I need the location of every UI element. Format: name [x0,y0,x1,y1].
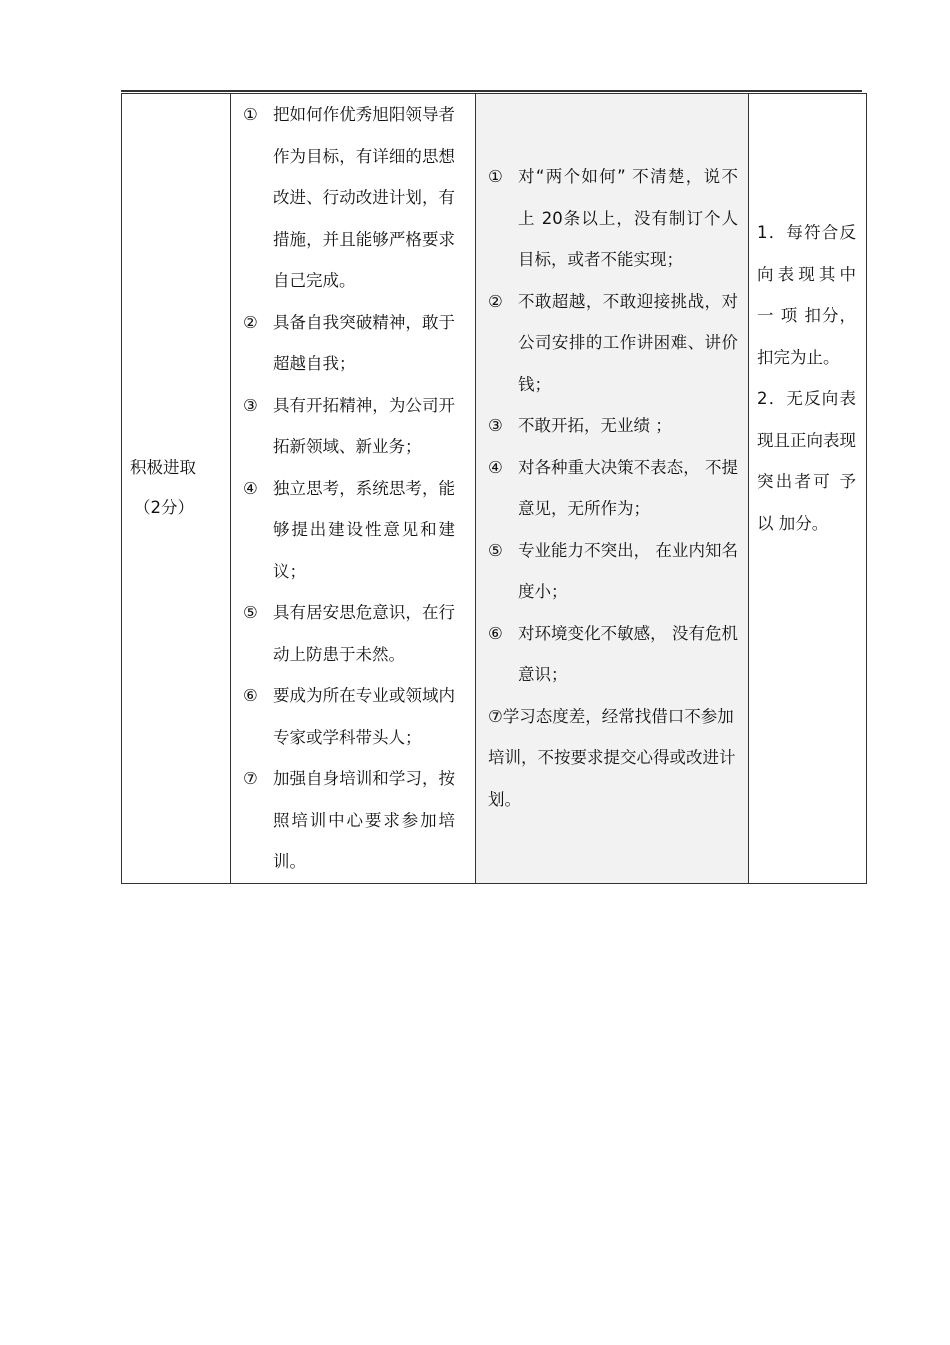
item-marker: ① [488,167,503,187]
scoring-rule-cell [749,94,867,884]
list-item [488,530,738,613]
list-item [488,281,738,406]
item-text: 对“两个如何” 不清楚，说不上 20条以上，没有制订个人目标，或者不能实现； [518,167,738,270]
positive-behavior-cell [231,94,476,884]
item-text: 把如何作优秀旭阳领导者作为目标，有详细的思想改进、行动改进计划，有措施，并且能够严格要求自己完成。 [273,105,455,290]
negative-behavior-cell [476,94,749,884]
item-marker: ③ [243,395,258,415]
negative-behavior-list [488,156,738,696]
item-marker: ⑤ [243,603,258,622]
list-item [488,405,738,447]
scoring-rule-2: 2．无反向表现且正向表现突出者可 予 以 加分。 [757,389,856,533]
item-marker: ④ [488,457,503,477]
list-item [488,613,738,696]
item-text: 对各种重大决策不表态， 不提意见，无所作为； [518,457,738,519]
list-item [243,385,455,468]
item-text: 不敢超越，不敢迎接挑战，对公司安排的工作讲困难、讲价钱； [518,291,738,394]
item-marker: ① [243,105,258,124]
evaluation-table [121,93,867,884]
item-text: 具有开拓精神，为公司开拓新领域、新业务； [273,395,455,456]
category-cell [122,94,231,884]
item-marker: ② [243,312,258,332]
item-marker: ② [488,291,503,311]
positive-behavior-list [243,94,455,883]
list-item [488,156,738,281]
negative-item-7: ⑦学习态度差，经常找借口不参加培训，不按要求提交心得或改进计划。 [488,706,736,809]
list-item [243,94,455,302]
category-score: （2分） [134,498,194,518]
list-item [488,447,738,530]
item-text: 独立思考，系统思考，能够提出建设性意见和建议； [273,478,455,581]
item-text: 具备自我突破精神，敢于超越自我； [273,312,455,373]
item-marker: ⑥ [488,623,503,643]
item-marker: ⑥ [243,686,258,705]
list-item [243,302,455,385]
list-item [243,592,455,675]
item-marker: ⑦ [243,769,258,788]
list-item [243,468,455,593]
item-text: 加强自身培训和学习，按照培训中心要求参加培训。 [273,769,455,871]
item-text: 对环境变化不敏感， 没有危机意识； [518,623,738,685]
item-text: 专业能力不突出， 在业内知名度小； [518,540,738,602]
category-name: 积极进取 [130,458,196,478]
item-marker: ⑤ [488,540,503,560]
list-item [243,675,455,758]
list-item [243,758,455,883]
item-text: 具有居安思危意识，在行动上防患于未然。 [273,603,455,664]
item-text: 不敢开拓，无业绩 ； [518,416,672,436]
scoring-rule-1: 1．每符合反向表现其中 一 项 扣分，扣完为止。 [757,223,856,367]
item-text: 要成为所在专业或领域内专家或学科带头人； [273,686,455,747]
item-marker: ③ [488,416,503,436]
table-row [122,94,867,884]
table-top-rule [121,90,862,92]
item-marker: ④ [243,478,258,498]
